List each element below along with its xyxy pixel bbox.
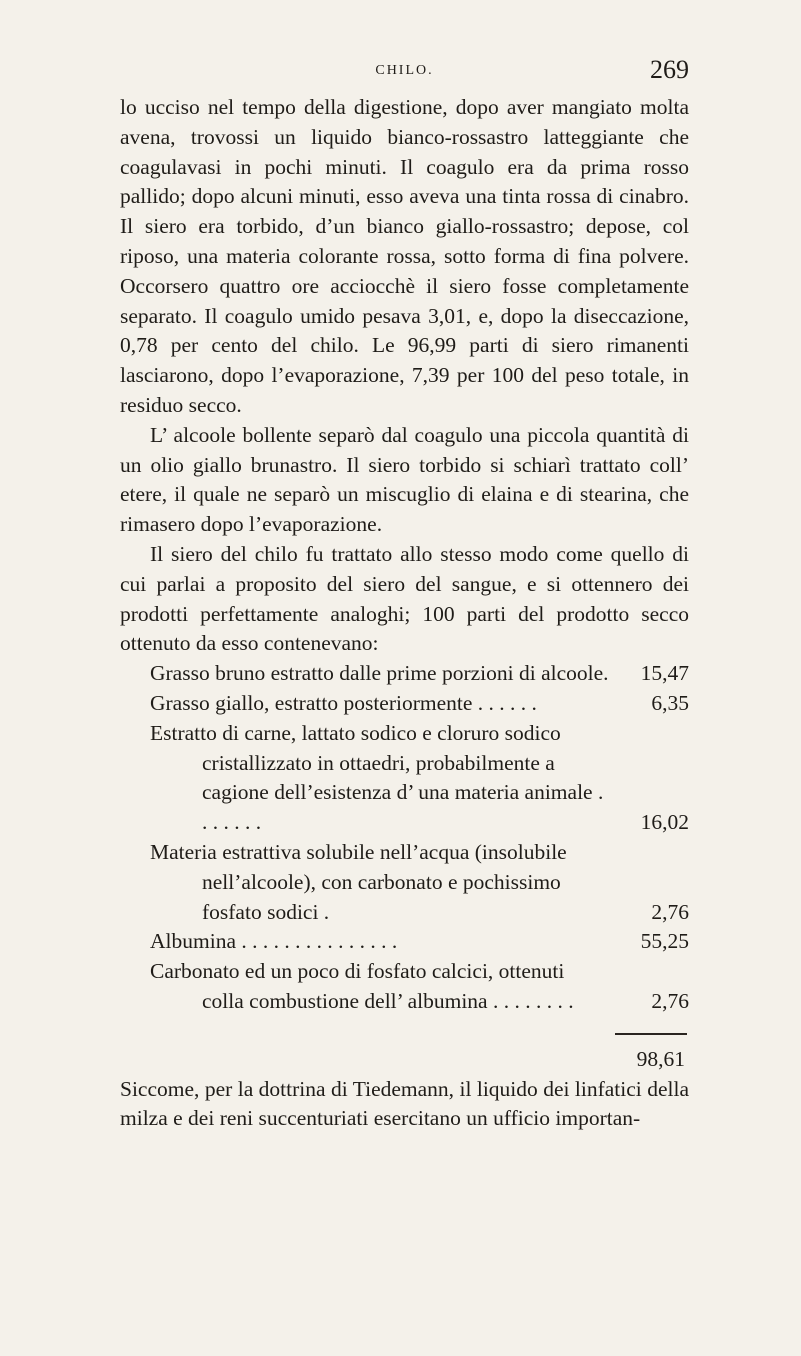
total-value: 98,61	[636, 1046, 685, 1071]
paragraph-2: L’ alcoole bollente separò dal coagulo una piccola quantità di un olio giallo brunastro. Il siero torbido si schiarì trattato coll’ etere, il quale ne separò un miscuglio di elaina e di stearina, che rimasero dopo l’evaporazione.	[120, 422, 689, 537]
entry-description: Albumina . . . . . . . . . . . . . . .	[150, 929, 398, 954]
table-row	[120, 719, 689, 838]
analysis-table	[120, 659, 689, 1074]
paragraph-3: Il siero del chilo fu trattato allo stesso modo come quello di cui parlai a proposito del siero del sangue, e si ottennero dei prodotti perfettamente analoghi; 100 parti del prodotto secco ottenuto da esso contenevano:	[120, 541, 689, 656]
entry-value: 16,02	[640, 810, 689, 835]
page-header	[120, 55, 689, 87]
table-row	[120, 957, 689, 1017]
table-row	[120, 838, 689, 927]
closing-paragraph: Siccome, per la dottrina di Tiedemann, il liquido dei linfatici della milza e dei reni succenturiati esercitano un ufficio importan-	[120, 1076, 689, 1131]
entry-value: 55,25	[640, 929, 689, 954]
entry-value: 15,47	[640, 661, 689, 686]
entry-description: Materia estrattiva solubile nell’acqua (insolubile nell’alcoole), con carbonato e pochissimo fosfato sodici .	[150, 839, 567, 924]
table-row	[120, 659, 689, 689]
entry-description: Estratto di carne, lattato sodico e cloruro sodico cristallizzato in ottaedri, probabilmente a cagione dell’esistenza d’ una materia animale . . . . . . .	[150, 720, 604, 835]
entry-value: 2,76	[651, 899, 689, 924]
running-head: CHILO.	[375, 63, 434, 78]
page-number: 269	[650, 55, 689, 84]
table-row	[120, 927, 689, 957]
entry-description: Grasso bruno estratto dalle prime porzioni di alcoole.	[150, 661, 609, 686]
total-row	[120, 1045, 689, 1075]
entry-value: 2,76	[651, 988, 689, 1013]
table-row	[120, 689, 689, 719]
entry-description: Grasso giallo, estratto posteriormente . . . . . .	[150, 690, 537, 715]
sum-rule-row	[120, 1017, 689, 1045]
entry-description: Carbonato ed un poco di fosfato calcici, ottenuti colla combustione dell’ albumina . . . . . . . .	[150, 959, 574, 1013]
paragraph-1: lo ucciso nel tempo della digestione, dopo aver mangiato molta avena, trovossi un liquido bianco-rossastro latteggiante che coagulavasi in pochi minuti. Il coagulo era da prima rosso pallido; dopo alcuni minuti, esso aveva una tinta rossa di cinabro. Il siero era torbido, d’un bianco giallo-rossastro; depose, col riposo, una materia colorante rossa, sotto forma di fina polvere. Occorsero quattro ore acciocchè il siero fosse completamente separato. Il coagulo umido pesava 3,01, e, dopo la diseccazione, 0,78 per cento del chilo. Le 96,99 parti di siero rimanenti lasciarono, dopo l’evaporazione, 7,39 per 100 del peso totale, in residuo secco.	[120, 95, 689, 417]
body-text	[120, 93, 689, 1134]
entry-value: 6,35	[651, 690, 689, 715]
sum-rule	[615, 1033, 687, 1035]
